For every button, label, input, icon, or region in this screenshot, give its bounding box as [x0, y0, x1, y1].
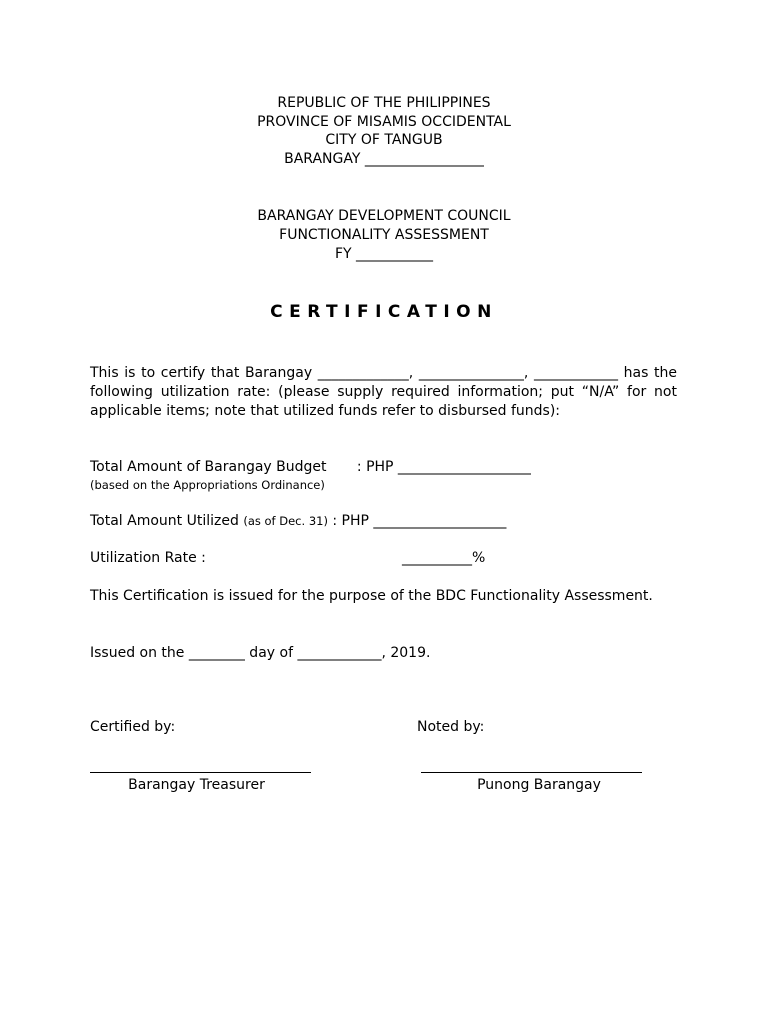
subheader-fiscal-year: FY ___________ — [334, 246, 434, 262]
document-title: CERTIFICATION — [270, 302, 498, 322]
header-barangay: BARANGAY _________________ — [284, 151, 484, 167]
punong-title: Punong Barangay — [477, 777, 601, 793]
utilized-note: (as of Dec. 31) — [243, 514, 328, 528]
budget-note: (based on the Appropriations Ordinance) — [90, 478, 325, 492]
treasurer-signature-line — [90, 772, 311, 773]
intro-paragraph: This is to certify that Barangay _____________, _______________, ____________ has the following utilization rate: (please supply required information; put “N/A” for not applicable items; note that utilized funds refer to disbursed funds): — [90, 365, 677, 419]
utilized-value: : PHP ___________________ — [327, 513, 507, 529]
punong-signature-line — [421, 772, 642, 773]
rate-value: __________% — [402, 550, 486, 566]
utilized-label: Total Amount Utilized — [90, 513, 244, 529]
budget-value: : PHP ___________________ — [348, 459, 531, 475]
rate-label: Utilization Rate : — [90, 550, 206, 566]
header-republic: REPUBLIC OF THE PHILIPPINES — [277, 95, 491, 111]
budget-label: Total Amount of Barangay Budget — [90, 459, 327, 475]
noted-by-label: Noted by: — [417, 719, 485, 735]
utilized-row — [90, 512, 506, 530]
subheader-council: BARANGAY DEVELOPMENT COUNCIL — [257, 208, 511, 224]
header-province: PROVINCE OF MISAMIS OCCIDENTAL — [257, 114, 511, 130]
header-city: CITY OF TANGUB — [325, 132, 443, 148]
treasurer-title: Barangay Treasurer — [128, 777, 265, 793]
purpose-paragraph: This Certification is issued for the purpose of the BDC Functionality Assessment. — [90, 588, 653, 604]
issued-line: Issued on the ________ day of ____________, 2019. — [90, 645, 431, 661]
certified-by-label: Certified by: — [90, 719, 176, 735]
subheader-assessment: FUNCTIONALITY ASSESSMENT — [279, 227, 489, 243]
